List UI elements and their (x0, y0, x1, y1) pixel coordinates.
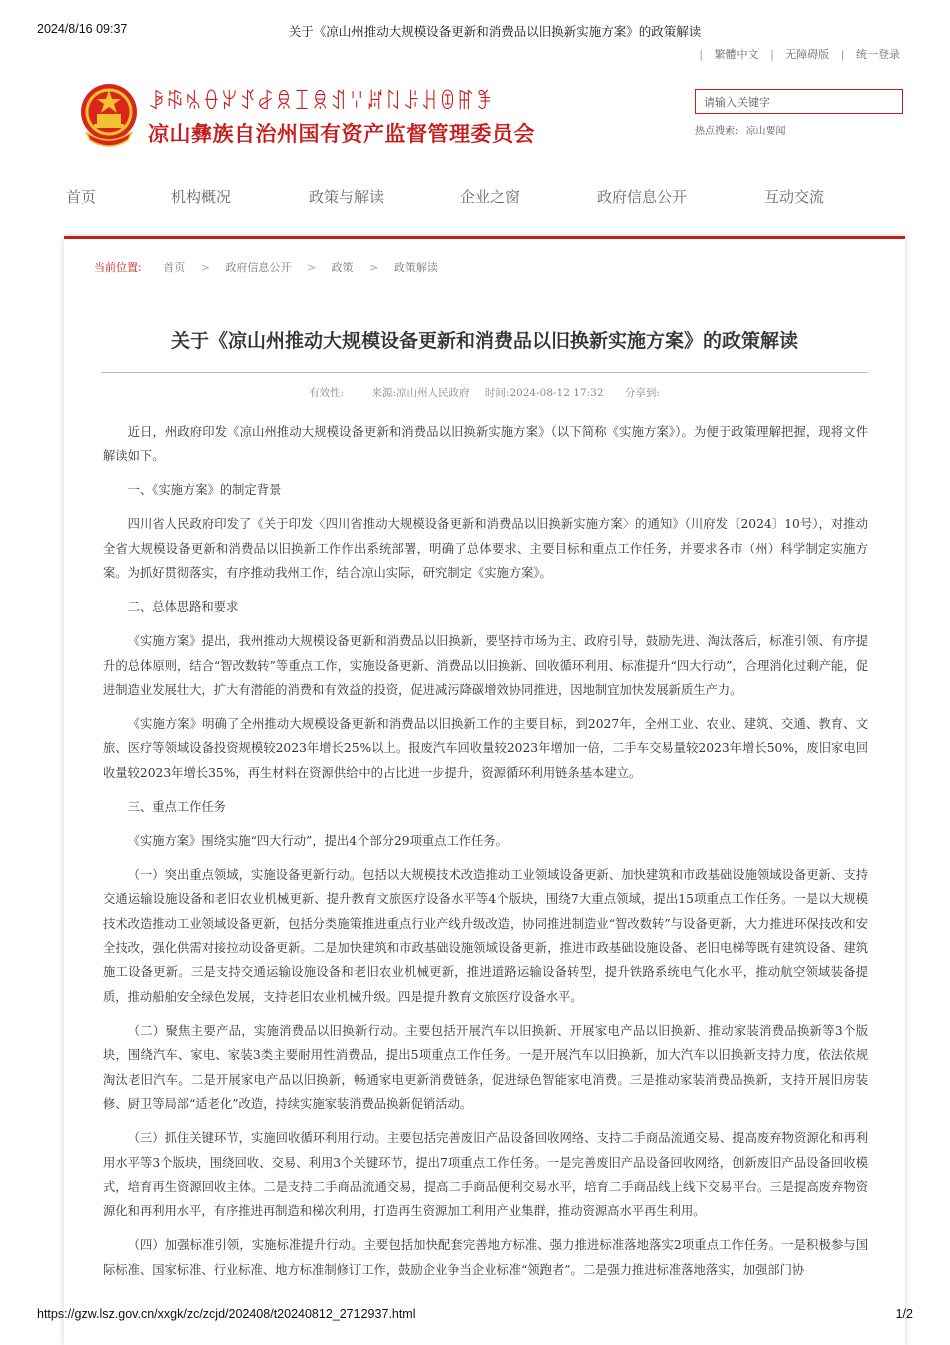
paragraph: 《实施方案》明确了全州推动大规模设备更新和消费品以旧换新工作的主要目标，到2027年，全州工业、农业、建筑、交通、教育、文旅、医疗等领域设备投资规模较2023年增长25%以上。报废汽车回收量较2023年增加一倍，二手车交易量较2023年增长50%，废旧家电回收量较2023年增长35%，再生材料在资源供给中的占比进一步提升，资源循环利用链条基本建立。 (103, 717, 868, 780)
meta-validity: 有效性: (309, 387, 345, 399)
print-header (0, 22, 950, 42)
print-date: 2024/8/16 09:37 (37, 22, 128, 36)
site-name-yi: ꆃꎸꁱꂷꏃꀋꆀꌋꀤꌋꀊꈌꏦꇁꌠꃅꀧꂵꊈ (148, 90, 494, 115)
nav-gov-info[interactable]: 政府信息公开 (597, 188, 688, 206)
meta-share[interactable]: 分享到: (624, 387, 660, 399)
content-card (64, 236, 905, 1345)
print-url: https://gzw.lsz.gov.cn/xxgk/zc/zcjd/202408/t20240812_2712937.html (37, 1307, 416, 1321)
link-traditional-chinese[interactable]: 繁體中文 (714, 48, 759, 61)
meta-time: 时间:2024-08-12 17:32 (484, 387, 604, 399)
chevron-right-icon: > (369, 261, 379, 274)
hot-search (695, 122, 786, 137)
breadcrumb-home[interactable]: 首页 (163, 261, 186, 274)
paragraph: （二）聚焦主要产品，实施消费品以旧换新行动。主要包括开展汽车以旧换新、开展家电产品以旧换新、推动家装消费品换新等3个版块，围绕汽车、家电、家装3类主要耐用性消费品，提出5项重点工作任务。一是开展汽车以旧换新，加大汽车以旧换新支持力度，依法依规淘汰老旧汽车。二是开展家电产品以旧换新，畅通家电更新消费链条，促进绿色智能家电消费。三是推动家装消费品换新，支持开展旧房装修、厨卫等局部“适老化”改造，持续实施家装消费品换新促销活动。 (103, 1023, 868, 1112)
paragraph: 四川省人民政府印发了《关于印发〈四川省推动大规模设备更新和消费品以旧换新实施方案〉的通知》（川府发〔2024〕10号），对推动全省大规模设备更新和消费品以旧换新工作作出系统部署，明确了总体要求、主要目标和重点工作任务，并要求各市（州）科学制定实施方案。为抓好贯彻落实，有序推动我州工作，结合凉山实际，研究制定《实施方案》。 (103, 517, 868, 581)
breadcrumb-label: 当前位置: (94, 261, 142, 274)
nav-interaction[interactable]: 互动交流 (764, 188, 825, 206)
breadcrumb-gov-info[interactable]: 政府信息公开 (225, 261, 292, 274)
paragraph: （一）突出重点领域，实施设备更新行动。包括以大规模技术改造推动工业领域设备更新、加快建筑和市政基础设施领域设备更新、支持交通运输设施设备和老旧农业机械更新、提升教育文旅医疗设备水平等4个版块，围绕7大重点领域，提出15项重点工作任务。一是以大规模技术改造推动工业领域设备更新，包括分类施策推进重点行业产线升级改造，协同推进制造业“智改数转”与设备更新，大力推进环保技改和安全技改，强化供需对接拉动设备更新。二是加快建筑和市政基础设施领域设备更新，推进市政基础设施设备、老旧电梯等既有建筑设备、建筑施工设备更新。三是支持交通运输设施设备和老旧农业机械更新，推进道路运输设备转型，提升铁路系统电气化水平，推动航空领域装备提质，推动船舶安全绿色发展，支持老旧农业机械升级。四是提升教育文旅医疗设备水平。 (103, 867, 868, 1004)
paragraph: （四）加强标准引领，实施标准提升行动。主要包括加快配套完善地方标准、强力推进标准落地落实2项重点工作任务。一是积极参与国际标准、国家标准、行业标准、地方标准制修订工作，鼓励企业争当企业标准“领跑者”。二是强力推进标准落地落实，加强部门协 (103, 1238, 868, 1277)
link-accessible[interactable]: 无障碍版 (785, 48, 830, 61)
print-title: 关于《凉山州推动大规模设备更新和消费品以旧换新实施方案》的政策解读 (288, 25, 702, 39)
section-heading: 一、《实施方案》的制定背景 (127, 483, 282, 498)
breadcrumb-policy[interactable]: 政策 (331, 261, 354, 274)
national-emblem-icon[interactable] (78, 80, 140, 150)
article-title: 关于《凉山州推动大规模设备更新和消费品以旧换新实施方案》的政策解读 (170, 330, 798, 352)
article-body (103, 420, 868, 1292)
main-nav (0, 186, 950, 210)
nav-home[interactable]: 首页 (66, 188, 97, 206)
hot-search-item[interactable]: 凉山要闻 (745, 126, 786, 137)
breadcrumb (94, 259, 444, 275)
paragraph: （三）抓住关键环节，实施回收循环利用行动。主要包括完善废旧产品设备回收网络、支持二手商品流通交易、提高废弃物资源化和再利用水平等3个版块，围绕回收、交易、利用3个关键环节，提出7项重点工作任务。一是完善废旧产品设备回收网络，创新废旧产品设备回收模式，培育再生资源回收主体。二是支持二手商品流通交易，提高二手商品便利交易水平，培育二手商品线上线下交易平台。三是提高废弃物资源化和再利用水平，有序推进再制造和梯次利用，打造再生资源加工利用产业集群，推动资源高水平再生利用。 (103, 1131, 868, 1219)
meta-source: 来源:凉山州人民政府 (371, 387, 470, 399)
top-links (695, 46, 904, 62)
site-name[interactable]: 凉山彝族自治州国有资产监督管理委员会 (148, 122, 535, 146)
section-heading: 三、重点工作任务 (127, 799, 226, 814)
chevron-right-icon: > (306, 261, 317, 274)
paragraph: 近日，州政府印发《凉山州推动大规模设备更新和消费品以旧换新实施方案》（以下简称《实施方案》）。为便于政策理解把握，现将文件解读如下。 (103, 425, 868, 464)
nav-enterprise[interactable]: 企业之窗 (460, 188, 521, 206)
paragraph: 《实施方案》围绕实施“四大行动”，提出4个部分29项重点工作任务。 (127, 833, 508, 848)
hot-search-label: 热点搜索: (695, 126, 739, 137)
nav-policy[interactable]: 政策与解读 (309, 188, 385, 206)
divider (101, 372, 868, 373)
section-heading: 二、总体思路和要求 (127, 600, 239, 615)
separator: | (699, 48, 704, 61)
search-input[interactable]: 请输入关键字 (695, 89, 903, 114)
page-number: 1/2 (895, 1307, 913, 1321)
link-login[interactable]: 统一登录 (856, 48, 900, 61)
article-meta (64, 385, 905, 400)
paragraph: 《实施方案》提出，我州推动大规模设备更新和消费品以旧换新，要坚持市场为主、政府引导，鼓励先进、淘汰落后，标准引领、有序提升的总体原则，结合“智改数转”等重点工作，实施设备更新、消费品以旧换新、回收循环利用、标准提升“四大行动”，合理消化过剩产能，促进制造业发展壮大，扩大有潜能的消费和有效益的投资，促进减污降碳增效协同推进，因地制宜加快发展新质生产力。 (103, 634, 868, 698)
nav-about[interactable]: 机构概况 (171, 188, 232, 206)
breadcrumb-interpretation[interactable]: 政策解读 (393, 261, 438, 274)
chevron-right-icon: > (200, 261, 210, 274)
separator: | (840, 48, 845, 61)
separator: | (770, 48, 774, 61)
print-footer (0, 1307, 950, 1325)
